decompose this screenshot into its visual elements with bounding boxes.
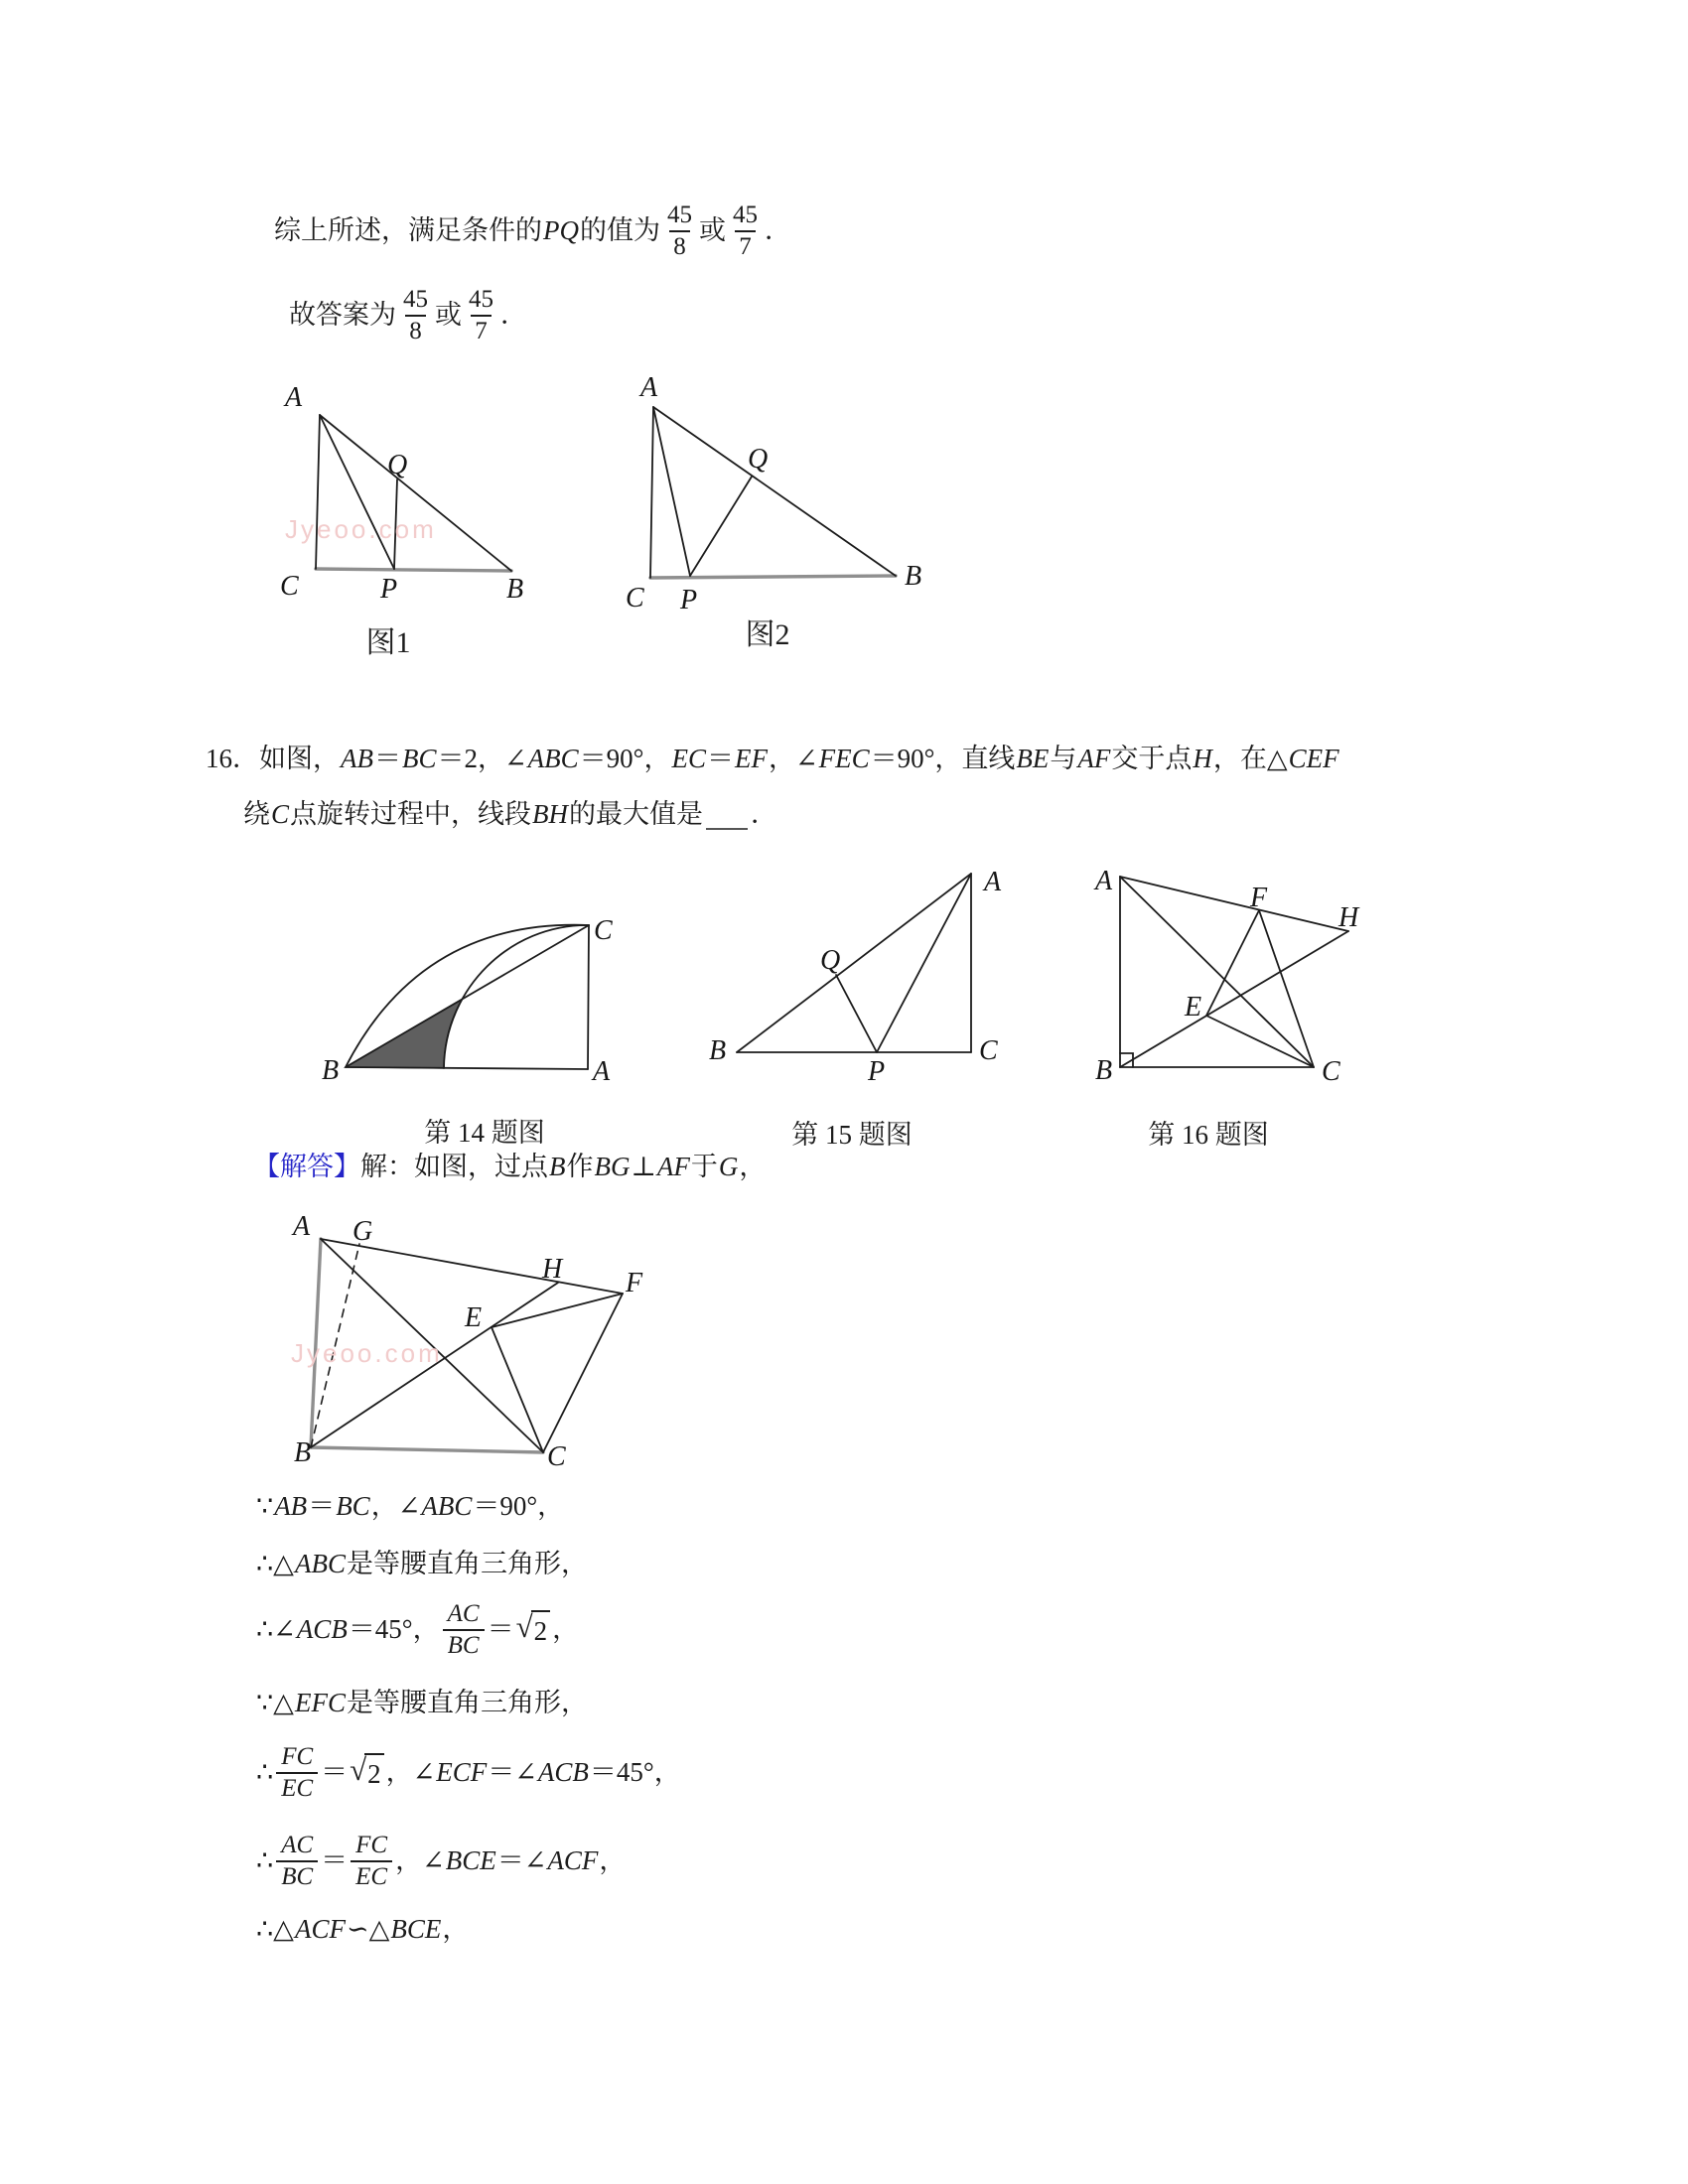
text-line-step-7: ∴△ ACF ∽△ BCE ， (256, 1912, 469, 1947)
math-var: ABC (421, 1491, 473, 1521)
math-var: BC (447, 1632, 480, 1659)
point-label-A: A (293, 1211, 311, 1242)
point-label-B: B (709, 1035, 727, 1066)
math-var: G (718, 1152, 739, 1181)
math-var: ABC (294, 1549, 346, 1578)
edge-CF (543, 1294, 623, 1452)
figure-caption-fig14: 第 14 题图 (424, 1118, 545, 1148)
point-label-H: H (1338, 902, 1359, 933)
text-line-answer: 故答案为 $\frac{45}{8}$ 或 $\frac{45}{7}$ ． (289, 286, 527, 344)
point-label-B: B (1095, 1055, 1113, 1086)
edge-AF (321, 1239, 623, 1294)
figure-question-14 (322, 915, 613, 1087)
answer-section-tag: 【解答】 (253, 1152, 360, 1181)
text-line-step-1: ∵ AB ＝ BC ，∠ ABC ＝90°， (256, 1489, 564, 1524)
edge-AC (316, 415, 320, 569)
math-var: ECF (436, 1757, 488, 1788)
math-var: BG (594, 1152, 631, 1181)
edge-AC (650, 407, 653, 578)
point-label-C: C (1322, 1056, 1340, 1087)
math-var: BCE (390, 1914, 442, 1944)
watermark: Jyeoo.com (285, 514, 437, 544)
edge-PQ (690, 477, 752, 576)
edge-AC (588, 925, 589, 1069)
math-var: BC (281, 1863, 314, 1890)
figure-caption-fig1: 图1 (365, 626, 411, 659)
text-line-step-4: ∵△ EFC 是等腰直角三角形， (256, 1686, 588, 1720)
math-var: EF (734, 744, 768, 773)
edge-AP (320, 415, 394, 569)
point-label-C: C (547, 1441, 566, 1472)
math-var: ACB (296, 1614, 348, 1645)
edge-CB (316, 569, 511, 571)
math-var: AB (274, 1491, 308, 1521)
edge-BA (346, 1067, 588, 1069)
figure-diagram-1 (280, 382, 523, 605)
math-var: C (271, 799, 290, 829)
watermark: Jyeoo.com (291, 1338, 443, 1368)
point-label-G: G (352, 1216, 373, 1247)
math-var: FEC (818, 744, 870, 773)
math-var: AC (281, 1832, 314, 1858)
fraction (443, 1600, 485, 1660)
math-var: B (549, 1152, 566, 1181)
fraction (276, 1743, 318, 1803)
edge-QP (836, 975, 877, 1052)
math-var: ACF (294, 1914, 346, 1944)
point-label-B: B (322, 1055, 340, 1086)
math-var: FC (281, 1743, 314, 1770)
text-line-sol-head: 【解答】 解：如图，过点 B 作 BG ⊥ AF 于 G ， (253, 1150, 766, 1184)
point-label-E: E (1185, 992, 1202, 1023)
text-line-q16-line1: 16．如图， AB ＝ BC ＝2，∠ ABC ＝90°， EC ＝ EF ，∠ FEC ＝90°，直线 BE 与 AF 交于点 H ，在△ CEF (206, 742, 1340, 776)
math-var: PQ (543, 215, 579, 246)
point-label-B: B (294, 1437, 312, 1468)
edge-AC (1120, 877, 1314, 1067)
point-label-B: B (905, 561, 922, 592)
fraction: $\frac{45}{8}$ (667, 202, 692, 260)
text-line-summary: 综上所述，满足条件的 PQ 的值为 $\frac{45}{8}$ 或 $\frac{45}{7}$ ． (274, 202, 791, 260)
math-var: BC (402, 744, 437, 773)
point-label-H: H (542, 1254, 563, 1285)
math-var: AC (447, 1600, 480, 1627)
edge-AB (320, 415, 511, 571)
point-label-C: C (979, 1035, 998, 1066)
figure-caption-fig2: 图2 (745, 618, 790, 651)
edge-AH (1120, 877, 1348, 931)
edge-EF (492, 1294, 623, 1327)
math-var: ACF (547, 1845, 599, 1876)
point-label-A: A (593, 1056, 611, 1087)
math-var: BE (1016, 744, 1050, 773)
figure-caption-fig15: 第 15 题图 (791, 1120, 913, 1150)
math-var: BCE (445, 1845, 496, 1876)
math-var: H (1193, 744, 1212, 773)
text-line-step-2: ∴△ ABC 是等腰直角三角形， (256, 1547, 588, 1581)
text-line-q16-line2: 绕 C 点旋转过程中，线段 BH 的最大值是 ． (243, 797, 777, 832)
math-var: EC (281, 1775, 314, 1802)
fraction (351, 1832, 392, 1891)
math-var: EFC (294, 1688, 346, 1717)
edge-CF (1259, 910, 1314, 1067)
fraction: $\frac{45}{7}$ (469, 286, 493, 344)
math-var: ABC (527, 744, 579, 773)
edge-CE (492, 1327, 543, 1452)
point-label-Q: Q (748, 444, 769, 475)
point-label-A: A (285, 382, 303, 413)
math-var: BH (532, 799, 569, 829)
point-label-P: P (868, 1056, 886, 1087)
point-label-C: C (280, 571, 299, 602)
figure-question-16 (1093, 866, 1360, 1087)
math-var: BC (336, 1491, 370, 1521)
math-var: EC (355, 1863, 388, 1890)
point-label-Q: Q (387, 450, 408, 480)
figure-diagram-2 (626, 372, 921, 615)
point-label-C: C (626, 583, 644, 614)
figure-question-15 (709, 867, 1002, 1087)
edge-BC (311, 1447, 543, 1452)
point-label-A: A (1095, 866, 1113, 896)
math-var: AB (341, 744, 373, 773)
text-line-step-5: ∴ $\frac{FC}{EC}$ ＝ √ 2 ，∠ ECF ＝∠ ACB ＝45°， (256, 1743, 681, 1802)
edge-BA (737, 874, 971, 1052)
point-label-C: C (594, 915, 613, 946)
point-label-A: A (640, 372, 658, 403)
point-label-A: A (984, 867, 1002, 897)
text-line-step-6: ∴ $\frac{AC}{BC}$ ＝ $\frac{FC}{EC}$ ，∠ BCE ＝∠ ACF ， (256, 1832, 627, 1890)
point-label-E: E (465, 1302, 483, 1333)
edge-AP (653, 407, 690, 576)
fraction: $\frac{45}{7}$ (733, 202, 758, 260)
fraction: $\frac{45}{8}$ (403, 286, 428, 344)
point-label-F: F (1250, 883, 1268, 913)
edge-BH (1120, 931, 1348, 1067)
figure-caption-fig16: 第 16 题图 (1148, 1120, 1269, 1150)
math-var: EC (671, 744, 706, 773)
fraction (276, 1832, 318, 1891)
edge-AB (653, 407, 896, 576)
point-label-B: B (506, 574, 524, 605)
sqrt: √ 2 (516, 1610, 551, 1649)
math-var: AF (656, 1152, 690, 1181)
answer-blank (706, 800, 748, 830)
math-var: FC (355, 1832, 388, 1858)
edge-AP (877, 874, 971, 1052)
point-label-F: F (626, 1268, 643, 1298)
text-line-step-3: ∴∠ ACB ＝45°， $\frac{AC}{BC}$ ＝ √ 2 ， (256, 1600, 580, 1659)
point-label-P: P (680, 585, 698, 615)
figure-solution (291, 1211, 643, 1472)
point-label-Q: Q (820, 945, 841, 976)
sqrt: √ 2 (350, 1753, 384, 1792)
math-var: CEF (1288, 744, 1339, 773)
point-label-P: P (380, 574, 398, 605)
math-var: ACB (537, 1757, 589, 1788)
math-var: AF (1077, 744, 1111, 773)
edge-CB (650, 576, 896, 578)
